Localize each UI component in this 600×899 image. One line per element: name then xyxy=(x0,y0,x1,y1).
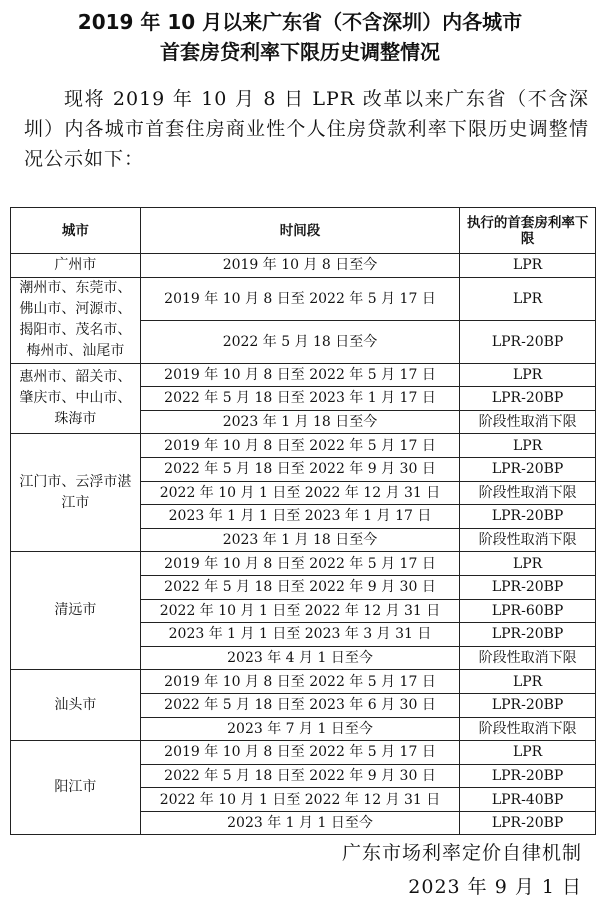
rate-floor-cell: 阶段性取消下限 xyxy=(460,717,596,741)
period-cell: 2023 年 4 月 1 日至今 xyxy=(140,646,459,670)
table-row xyxy=(11,363,596,387)
rate-floor-cell: LPR-20BP xyxy=(460,320,596,363)
table-row xyxy=(11,254,596,278)
period-cell: 2022 年 10 月 1 日至 2022 年 12 月 31 日 xyxy=(140,788,459,812)
rate-history-table xyxy=(10,207,596,835)
rate-floor-cell: LPR xyxy=(460,254,596,278)
city-cell: 汕头市 xyxy=(11,670,141,741)
period-cell: 2019 年 10 月 8 日至 2022 年 5 月 17 日 xyxy=(140,434,459,458)
rate-floor-cell: 阶段性取消下限 xyxy=(460,481,596,505)
period-cell: 2022 年 5 月 18 日至 2022 年 9 月 30 日 xyxy=(140,764,459,788)
city-cell: 潮州市、东莞市、佛山市、河源市、揭阳市、茂名市、梅州市、汕尾市 xyxy=(11,277,141,363)
city-cell: 清远市 xyxy=(11,552,141,670)
period-cell: 2023 年 1 月 1 日至 2023 年 3 月 31 日 xyxy=(140,623,459,647)
period-cell: 2019 年 10 月 8 日至 2022 年 5 月 17 日 xyxy=(140,741,459,765)
period-cell: 2023 年 1 月 18 日至今 xyxy=(140,528,459,552)
table-row xyxy=(11,434,596,458)
footer-organization: 广东市场利率定价自律机制 xyxy=(341,842,582,864)
rate-floor-cell: LPR xyxy=(460,670,596,694)
rate-floor-cell: LPR-20BP xyxy=(460,764,596,788)
period-cell: 2022 年 5 月 18 日至 2022 年 9 月 30 日 xyxy=(140,457,459,481)
rate-floor-cell: LPR-40BP xyxy=(460,788,596,812)
rate-floor-cell: LPR-60BP xyxy=(460,599,596,623)
rate-floor-cell: LPR-20BP xyxy=(460,505,596,529)
table-row xyxy=(11,552,596,576)
period-cell: 2022 年 10 月 1 日至 2022 年 12 月 31 日 xyxy=(140,481,459,505)
rate-floor-cell: LPR xyxy=(460,552,596,576)
table-row xyxy=(11,741,596,765)
header-city: 城市 xyxy=(11,208,141,254)
period-cell: 2019 年 10 月 8 日至 2022 年 5 月 17 日 xyxy=(140,363,459,387)
rate-floor-cell: LPR xyxy=(460,277,596,320)
rate-floor-cell: 阶段性取消下限 xyxy=(460,528,596,552)
period-cell: 2019 年 10 月 8 日至 2022 年 5 月 17 日 xyxy=(140,552,459,576)
header-rate-floor: 执行的首套房利率下限 xyxy=(460,208,596,254)
document-title-line-2: 首套房贷利率下限历史调整情况 xyxy=(160,40,440,64)
rate-floor-cell: LPR xyxy=(460,363,596,387)
city-cell: 广州市 xyxy=(11,254,141,278)
period-cell: 2023 年 1 月 1 日至今 xyxy=(140,811,459,835)
rate-floor-cell: LPR xyxy=(460,741,596,765)
table-row xyxy=(11,670,596,694)
period-cell: 2019 年 10 月 8 日至 2022 年 5 月 17 日 xyxy=(140,670,459,694)
rate-floor-cell: LPR xyxy=(460,434,596,458)
city-cell: 阳江市 xyxy=(11,741,141,835)
document-title-line-1: 2019 年 10 月以来广东省（不含深圳）内各城市 xyxy=(77,10,523,34)
rate-floor-cell: LPR-20BP xyxy=(460,457,596,481)
city-cell: 惠州市、韶关市、肇庆市、中山市、珠海市 xyxy=(11,363,141,434)
period-cell: 2019 年 10 月 8 日至 2022 年 5 月 17 日 xyxy=(140,277,459,320)
rate-floor-cell: 阶段性取消下限 xyxy=(460,410,596,434)
period-cell: 2019 年 10 月 8 日至今 xyxy=(140,254,459,278)
rate-floor-cell: LPR-20BP xyxy=(460,623,596,647)
rate-floor-cell: LPR-20BP xyxy=(460,811,596,835)
period-cell: 2022 年 10 月 1 日至 2022 年 12 月 31 日 xyxy=(140,599,459,623)
intro-paragraph: 现将 2019 年 10 月 8 日 LPR 改革以来广东省（不含深圳）内各城市首套住房商业性个人住房贷款利率下限历史调整情况公示如下： xyxy=(24,88,589,170)
rate-floor-cell: LPR-20BP xyxy=(460,575,596,599)
city-cell: 江门市、云浮市湛江市 xyxy=(11,434,141,552)
table-header-row xyxy=(11,208,596,254)
footer-date: 2023 年 9 月 1 日 xyxy=(408,876,582,898)
period-cell: 2022 年 5 月 18 日至今 xyxy=(140,320,459,363)
period-cell: 2022 年 5 月 18 日至 2022 年 9 月 30 日 xyxy=(140,575,459,599)
period-cell: 2022 年 5 月 18 日至 2023 年 6 月 30 日 xyxy=(140,693,459,717)
header-period: 时间段 xyxy=(140,208,459,254)
rate-floor-cell: LPR-20BP xyxy=(460,387,596,411)
rate-floor-cell: LPR-20BP xyxy=(460,693,596,717)
period-cell: 2022 年 5 月 18 日至 2023 年 1 月 17 日 xyxy=(140,387,459,411)
period-cell: 2023 年 1 月 18 日至今 xyxy=(140,410,459,434)
period-cell: 2023 年 1 月 1 日至 2023 年 1 月 17 日 xyxy=(140,505,459,529)
table-row xyxy=(11,277,596,320)
period-cell: 2023 年 7 月 1 日至今 xyxy=(140,717,459,741)
rate-floor-cell: 阶段性取消下限 xyxy=(460,646,596,670)
